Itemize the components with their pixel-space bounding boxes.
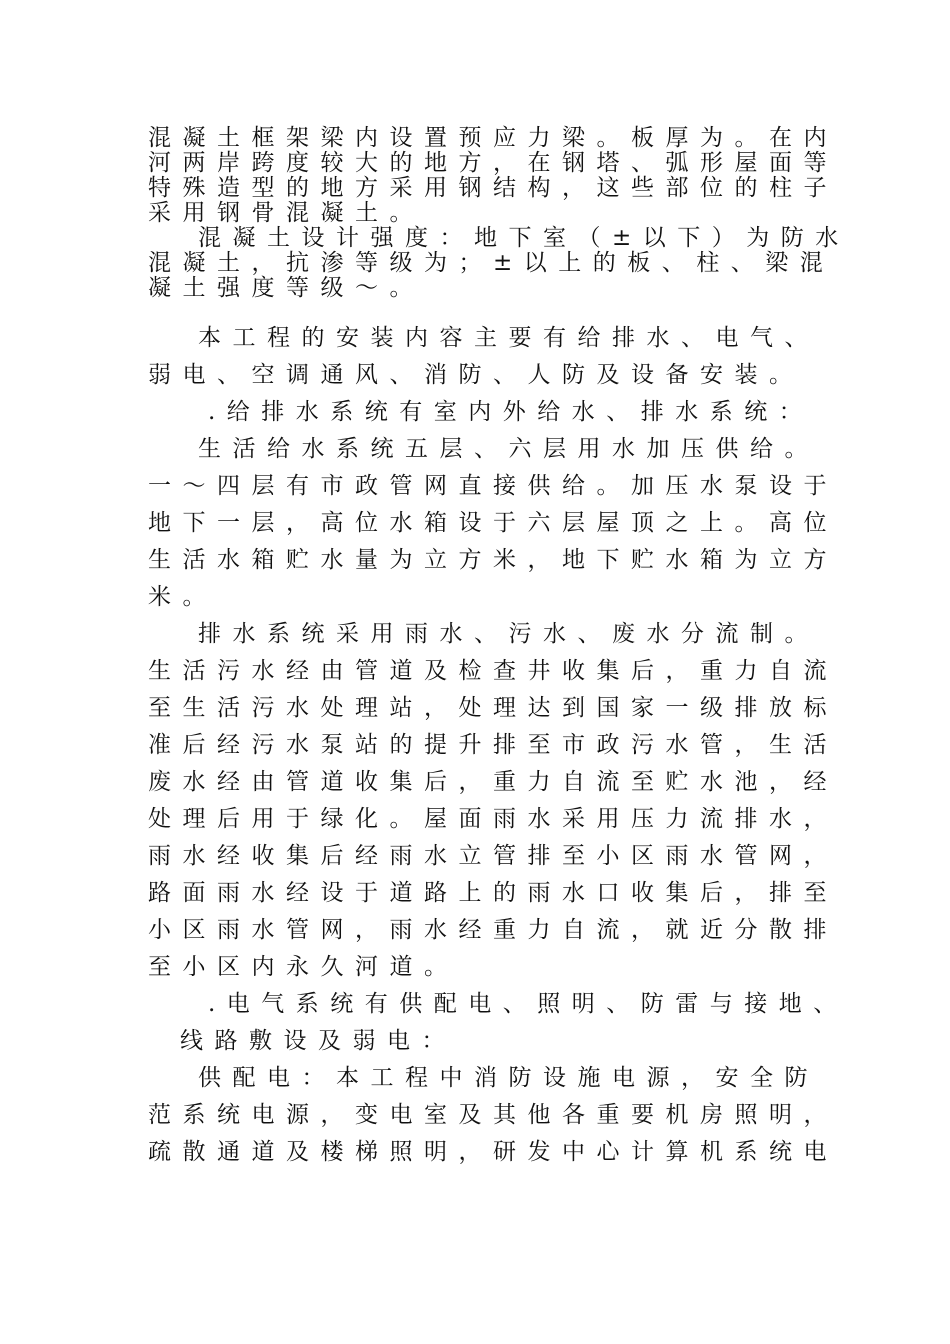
paragraph-line: 至生活污水处理站，处理达到国家一级排放标 bbox=[148, 695, 838, 721]
paragraph-line: 本工程的安装内容主要有给排水、电气、 bbox=[198, 325, 819, 351]
paragraph-line: 路面雨水经设于道路上的雨水口收集后，排至 bbox=[148, 880, 838, 906]
paragraph-line: 混凝土框架梁内设置预应力梁。板厚为。在内 bbox=[148, 125, 838, 151]
paragraph-line: 地下一层，高位水箱设于六层屋顶之上。高位 bbox=[148, 510, 838, 536]
paragraph-line: 一～四层有市政管网直接供给。加压水泵设于 bbox=[148, 473, 838, 499]
section-heading: .给排水系统有室内外给水、排水系统： bbox=[208, 399, 814, 425]
paragraph-line: 特殊造型的地方采用钢结构，这些部位的柱子 bbox=[148, 175, 838, 201]
paragraph-line: 疏散通道及楼梯照明，研发中心计算机系统电 bbox=[148, 1139, 838, 1165]
paragraph-line: 米。 bbox=[148, 584, 217, 610]
paragraph-line: 至小区内永久河道。 bbox=[148, 954, 459, 980]
paragraph-line: 废水经由管道收集后，重力自流至贮水池，经 bbox=[148, 769, 838, 795]
paragraph-line: 雨水经收集后经雨水立管排至小区雨水管网， bbox=[148, 843, 838, 869]
paragraph-line: 处理后用于绿化。屋面雨水采用压力流排水， bbox=[148, 806, 838, 832]
paragraph-line: 生活给水系统五层、六层用水加压供给。 bbox=[198, 436, 819, 462]
paragraph-line: 准后经污水泵站的提升排至市政污水管，生活 bbox=[148, 732, 838, 758]
paragraph-line: 排水系统采用雨水、污水、废水分流制。 bbox=[198, 621, 819, 647]
paragraph-line: 范系统电源，变电室及其他各重要机房照明， bbox=[148, 1102, 838, 1128]
paragraph-line: 生活水箱贮水量为立方米，地下贮水箱为立方 bbox=[148, 547, 838, 573]
paragraph-line: 混凝土，抗渗等级为；±以上的板、柱、梁混 bbox=[148, 250, 835, 276]
section-heading: .电气系统有供配电、照明、防雷与接地、 bbox=[208, 991, 848, 1017]
paragraph-line: 凝土强度等级～。 bbox=[148, 275, 424, 301]
paragraph-line: 河两岸跨度较大的地方，在钢塔、弧形屋面等 bbox=[148, 150, 838, 176]
paragraph-line: 供配电：本工程中消防设施电源，安全防 bbox=[198, 1065, 819, 1091]
paragraph-line: 弱电、空调通风、消防、人防及设备安装。 bbox=[148, 362, 804, 388]
section-heading: 线路敷设及弱电： bbox=[180, 1028, 456, 1054]
paragraph-line: 生活污水经由管道及检查井收集后，重力自流 bbox=[148, 658, 838, 684]
paragraph-line: 采用钢骨混凝土。 bbox=[148, 200, 424, 226]
paragraph-line: 小区雨水管网，雨水经重力自流，就近分散排 bbox=[148, 917, 838, 943]
paragraph-line: 混凝土设计强度：地下室（±以下）为防水 bbox=[198, 225, 850, 251]
